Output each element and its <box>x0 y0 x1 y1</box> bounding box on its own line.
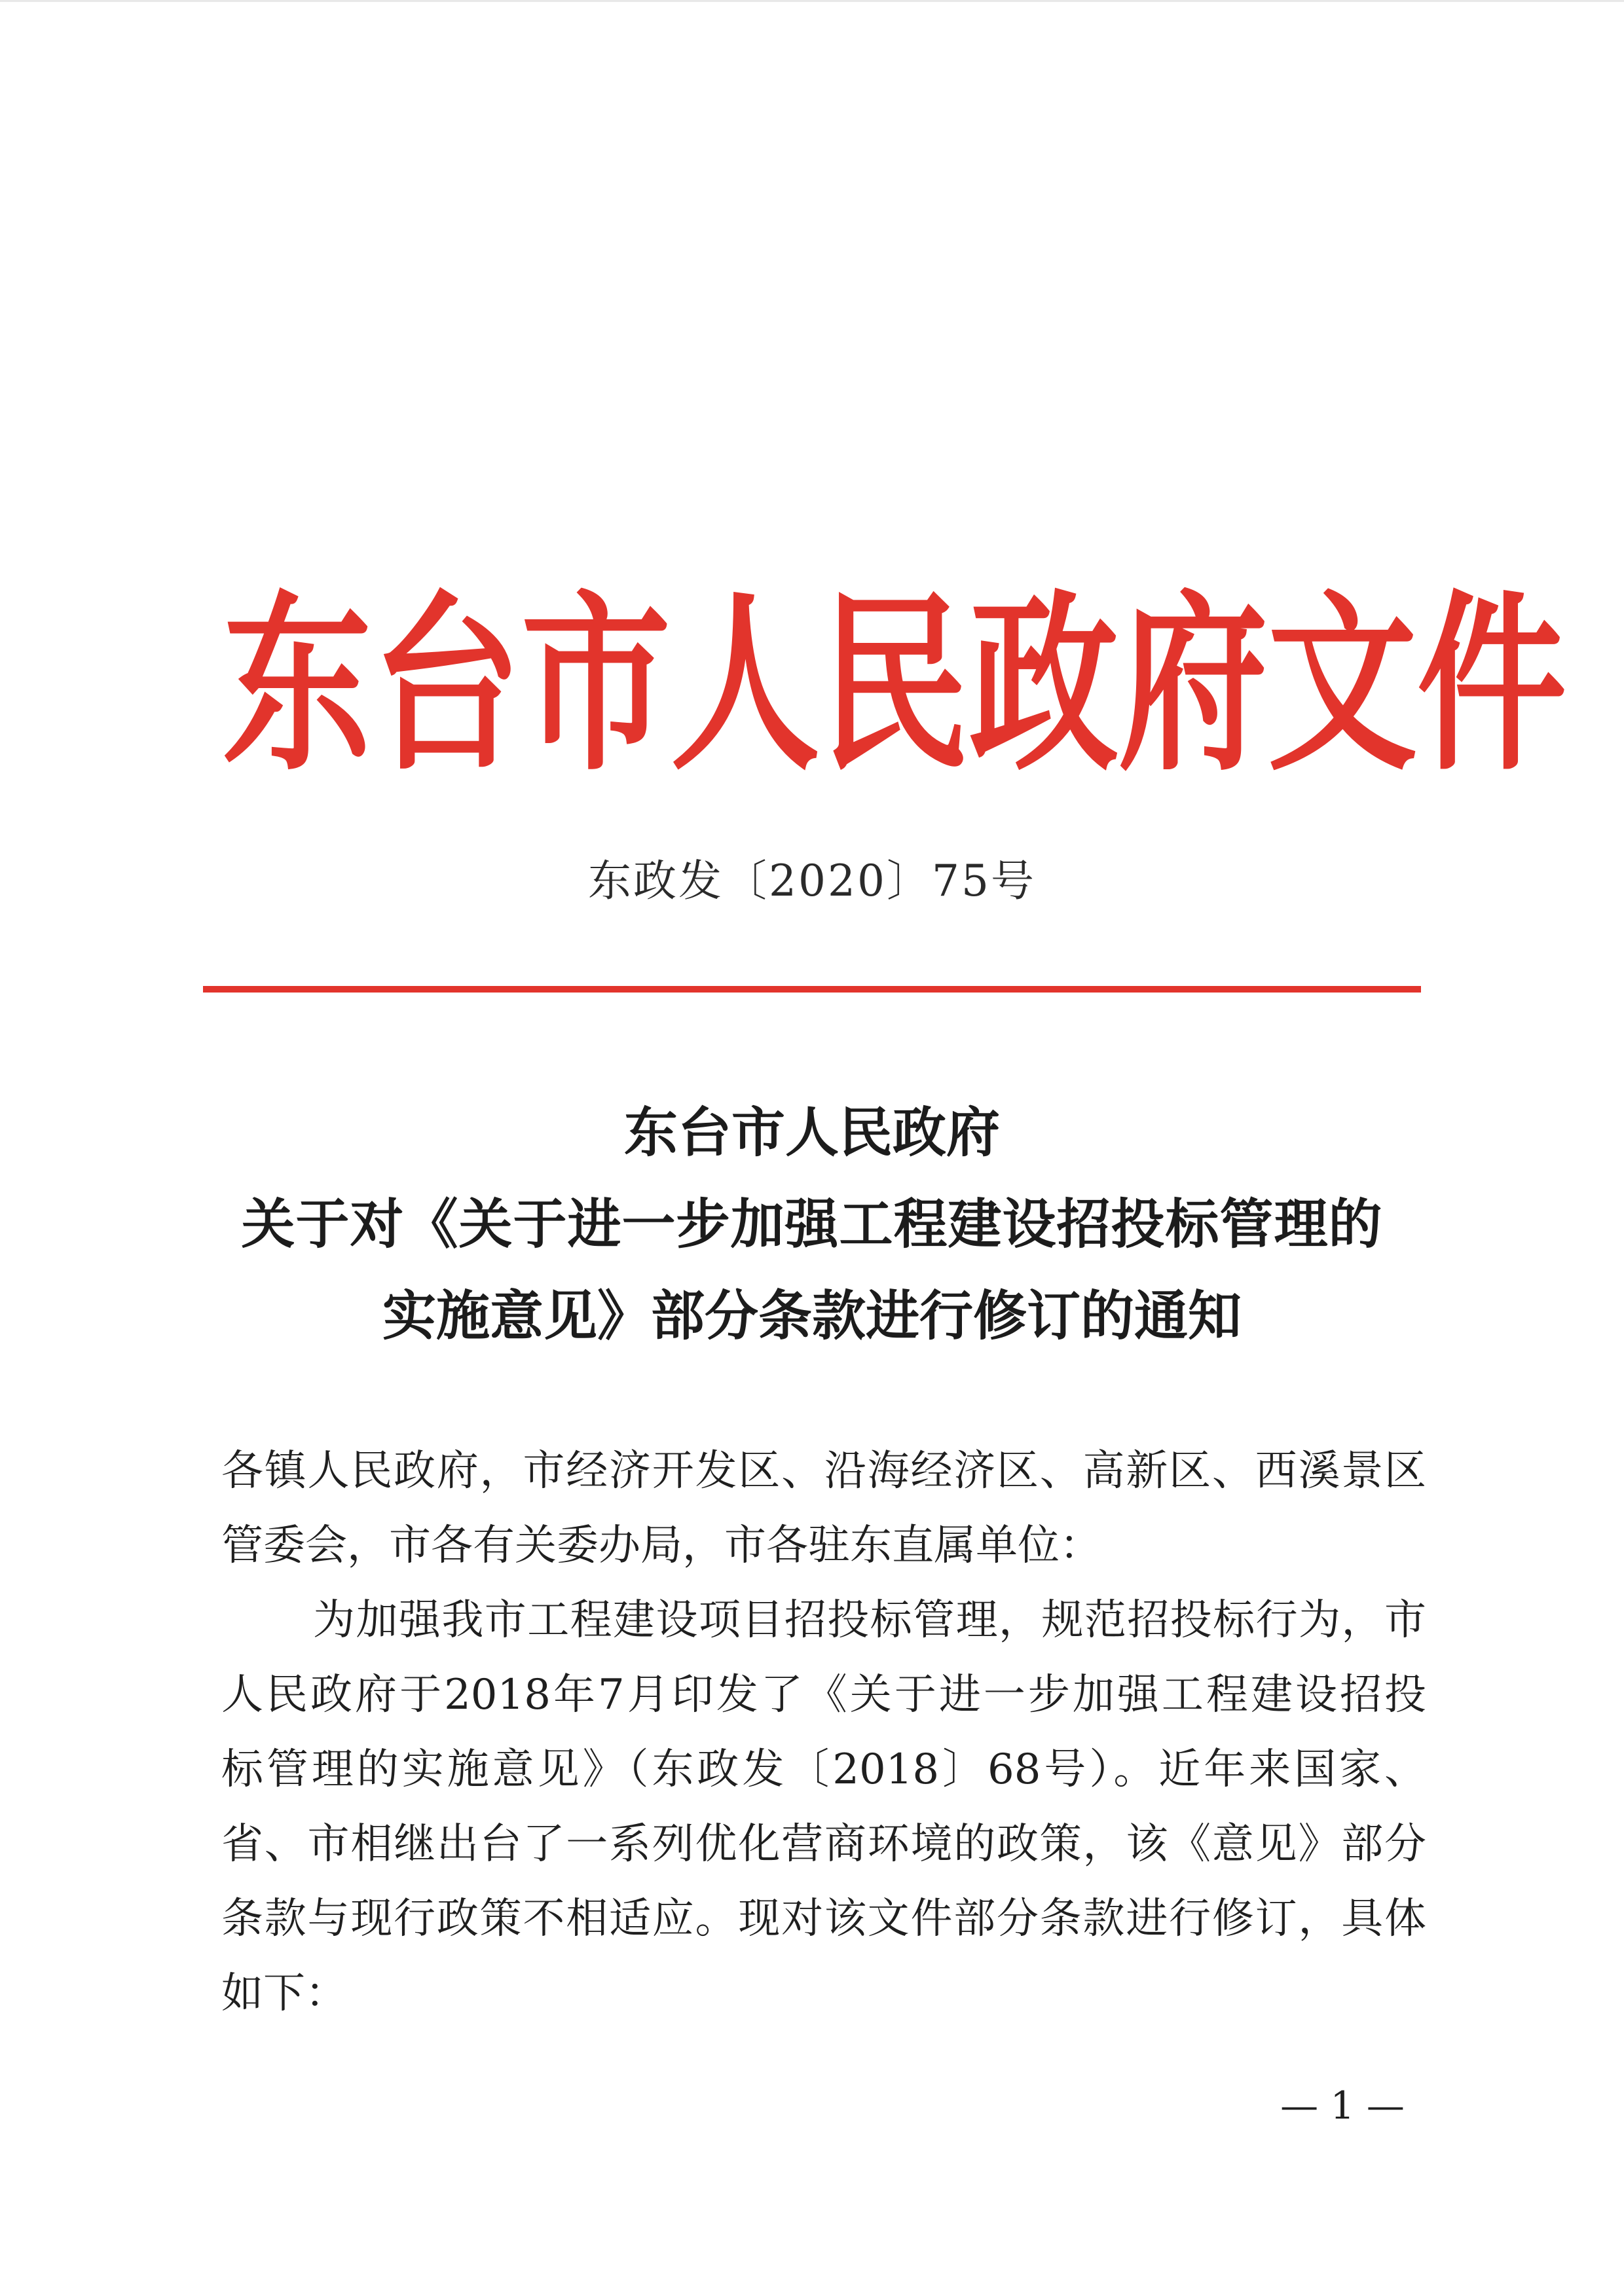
masthead-char: 政 <box>969 572 1118 797</box>
red-divider-rule <box>203 986 1421 993</box>
masthead-char: 民 <box>820 572 969 797</box>
body-line: 条款与现行政策不相适应。现对该文件部分条款进行修订，具体 <box>221 1895 1426 1943</box>
title-line: 东台市人民政府 <box>623 1101 1000 1164</box>
document-body <box>221 1434 1426 2031</box>
document-title <box>196 1087 1428 1362</box>
masthead-title <box>223 572 1566 797</box>
body-line: 省、市相继出台了一系列优化营商环境的政策，该《意见》部分 <box>221 1820 1426 1868</box>
addressee-line: 各镇人民政府，市经济开发区、沿海经济区、高新区、西溪景区 <box>221 1447 1426 1495</box>
masthead-char: 人 <box>671 572 820 797</box>
title-line: 关于对《关于进一步加强工程建设招投标管理的 <box>241 1193 1383 1256</box>
masthead-char: 东 <box>223 572 372 797</box>
page-number: — 1 — <box>1280 2083 1405 2128</box>
body-line: 如下： <box>221 1969 347 2018</box>
body-line: 标管理的实施意见》（东政发〔2018〕68号）。近年来国家、 <box>221 1745 1426 1794</box>
masthead-char: 件 <box>1417 572 1566 797</box>
addressee-line: 管委会，市各有关委办局，市各驻东直属单位： <box>221 1522 1101 1570</box>
masthead-char: 市 <box>521 572 671 797</box>
masthead-char: 台 <box>372 572 521 797</box>
document-number: 东政发〔2020〕75号 <box>588 856 1036 906</box>
body-line: 为加强我市工程建设项目招投标管理，规范招投标行为，市 <box>313 1596 1426 1645</box>
masthead-char: 府 <box>1118 572 1268 797</box>
masthead-char: 文 <box>1268 572 1417 797</box>
title-line: 实施意见》部分条款进行修订的通知 <box>382 1285 1242 1347</box>
body-line: 人民政府于2018年7月印发了《关于进一步加强工程建设招投 <box>221 1671 1426 1719</box>
